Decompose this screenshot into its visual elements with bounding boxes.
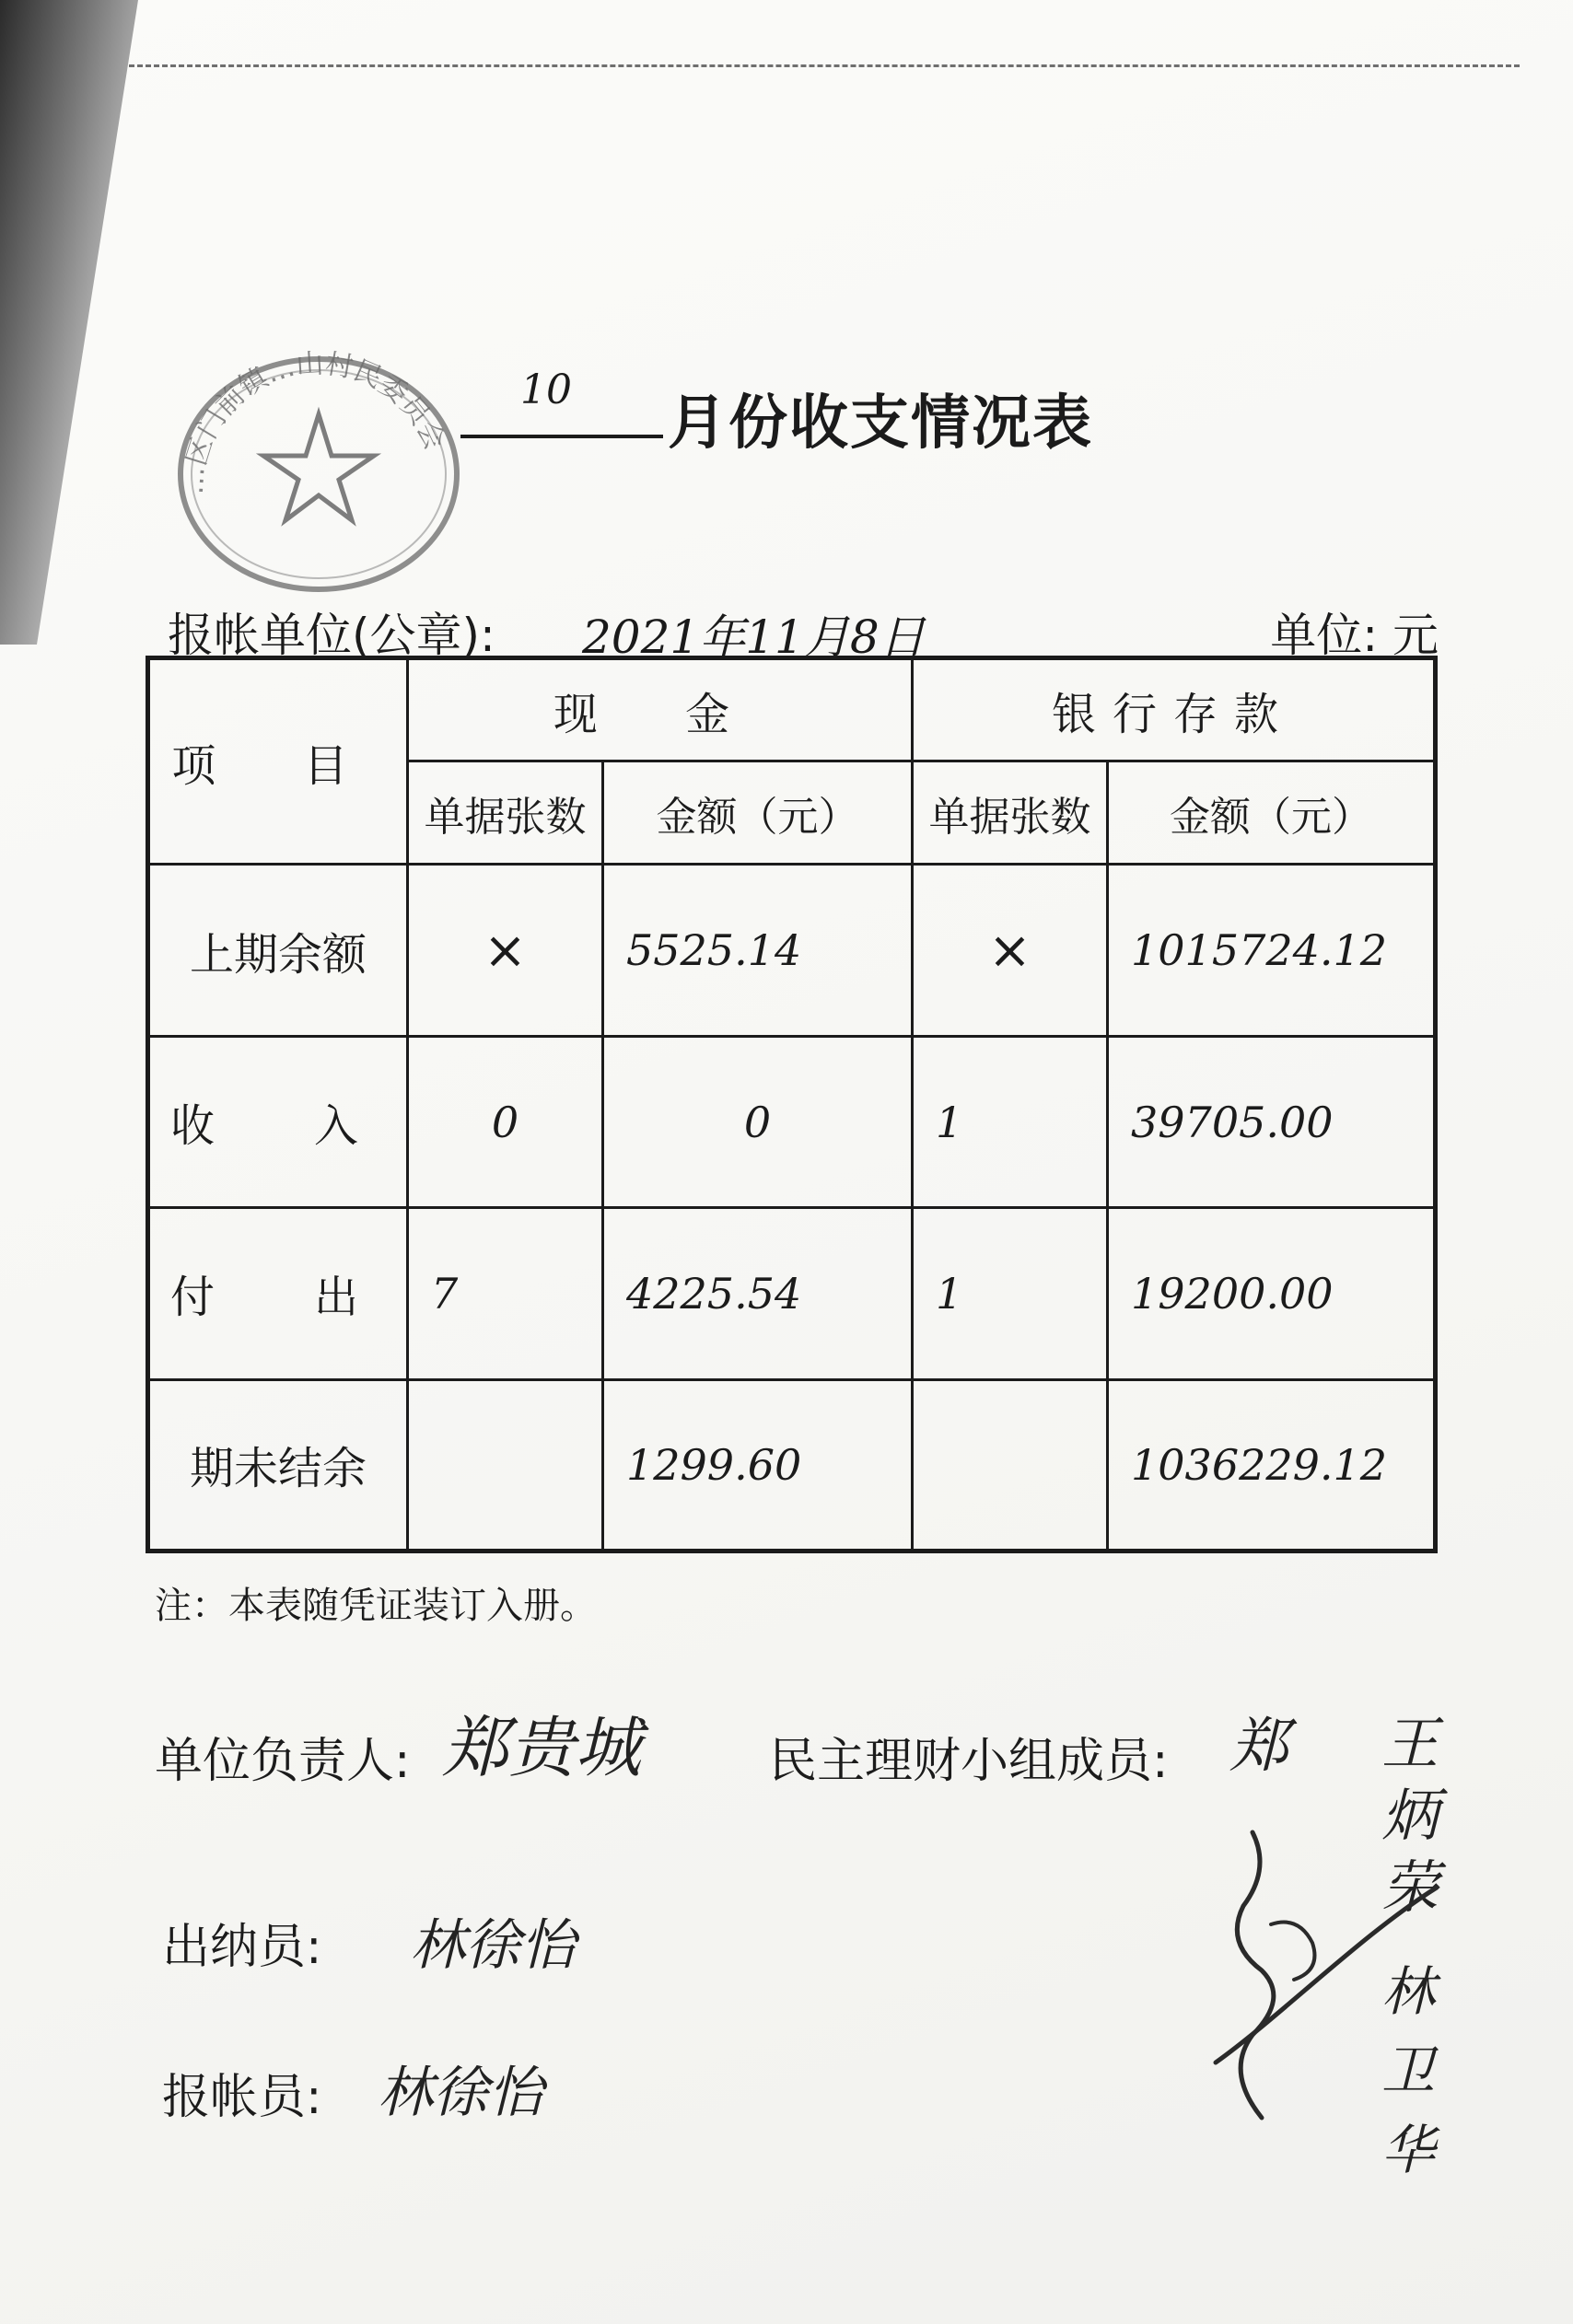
- report-unit-label: 报帐单位(公章):: [168, 609, 495, 662]
- unit-head-signature: 郑贵城: [442, 1709, 642, 1786]
- footnote: 注：本表随凭证装订入册。: [155, 1585, 597, 1627]
- table-row: [148, 1036, 1436, 1207]
- bank-count-cell: 1: [913, 1036, 1108, 1207]
- cash-count-cell: 0: [408, 1036, 603, 1207]
- cash-count-cell: ×: [408, 865, 603, 1036]
- cash-amount-cell: 5525.14: [603, 865, 913, 1036]
- cashier-signature: 林徐怡: [410, 1913, 576, 1978]
- committee-signature-3: 林卫华: [1381, 1960, 1436, 2181]
- col-header-item: 项 目: [148, 658, 408, 865]
- cashier-label: 出纳员:: [162, 1920, 322, 1975]
- row-label: 上期余额: [148, 865, 408, 1036]
- col-header-bank-count: 单据张数: [913, 761, 1108, 865]
- bank-amount-cell: 1036229.12: [1108, 1379, 1436, 1551]
- bank-count-cell: [913, 1379, 1108, 1551]
- bank-amount-cell: 19200.00: [1108, 1208, 1436, 1379]
- cash-count-cell: [408, 1379, 603, 1551]
- official-seal: [155, 327, 486, 594]
- cash-count-cell: 7: [408, 1208, 603, 1379]
- seal-ring-text: …区门前镇…山村民委员会: [177, 347, 451, 495]
- bank-count-cell: 1: [913, 1208, 1108, 1379]
- committee-signature-1: 郑: [1229, 1713, 1288, 1781]
- accountant-label: 报帐员:: [162, 2070, 322, 2125]
- col-group-cash: 现 金: [408, 658, 913, 761]
- col-header-cash-amount: 金额（元）: [603, 761, 913, 865]
- col-header-cash-count: 单据张数: [408, 761, 603, 865]
- cash-amount-cell: 4225.54: [603, 1208, 913, 1379]
- seal-star-icon: [263, 414, 374, 520]
- table-row: [148, 865, 1436, 1036]
- title-month: 10: [520, 366, 572, 413]
- title-text: 月份收支情况表: [668, 389, 1093, 458]
- row-label: 期未结余: [148, 1379, 408, 1551]
- unit-head-label: 单位负责人:: [155, 1734, 411, 1789]
- bank-count-cell: ×: [913, 865, 1108, 1036]
- income-expense-table: [146, 656, 1438, 1553]
- perforation-line: [129, 64, 1520, 67]
- committee-signature-scribble: [1197, 1777, 1474, 2164]
- accountant-signature: 林徐怡: [378, 2061, 543, 2125]
- table-row: [148, 1379, 1436, 1551]
- bank-amount-cell: 1015724.12: [1108, 865, 1436, 1036]
- table-row: [148, 1208, 1436, 1379]
- document-title: [442, 359, 1142, 460]
- committee-label: 民主理财小组成员:: [769, 1734, 1169, 1789]
- report-info-row: [168, 598, 1439, 663]
- col-group-bank: 银行存款: [913, 658, 1436, 761]
- committee-signature-2: 王炳荣: [1381, 1710, 1439, 1921]
- cash-amount-cell: 1299.60: [603, 1379, 913, 1551]
- bank-amount-cell: 39705.00: [1108, 1036, 1436, 1207]
- cash-amount-cell: 0: [603, 1036, 913, 1207]
- row-label: 付 出: [148, 1208, 408, 1379]
- currency-unit-label: 单位: 元: [1270, 609, 1439, 662]
- report-date: 2021年11月8日: [582, 610, 926, 664]
- title-month-underline: [460, 435, 663, 438]
- col-header-bank-amount: 金额（元）: [1108, 761, 1436, 865]
- row-label: 收 入: [148, 1036, 408, 1207]
